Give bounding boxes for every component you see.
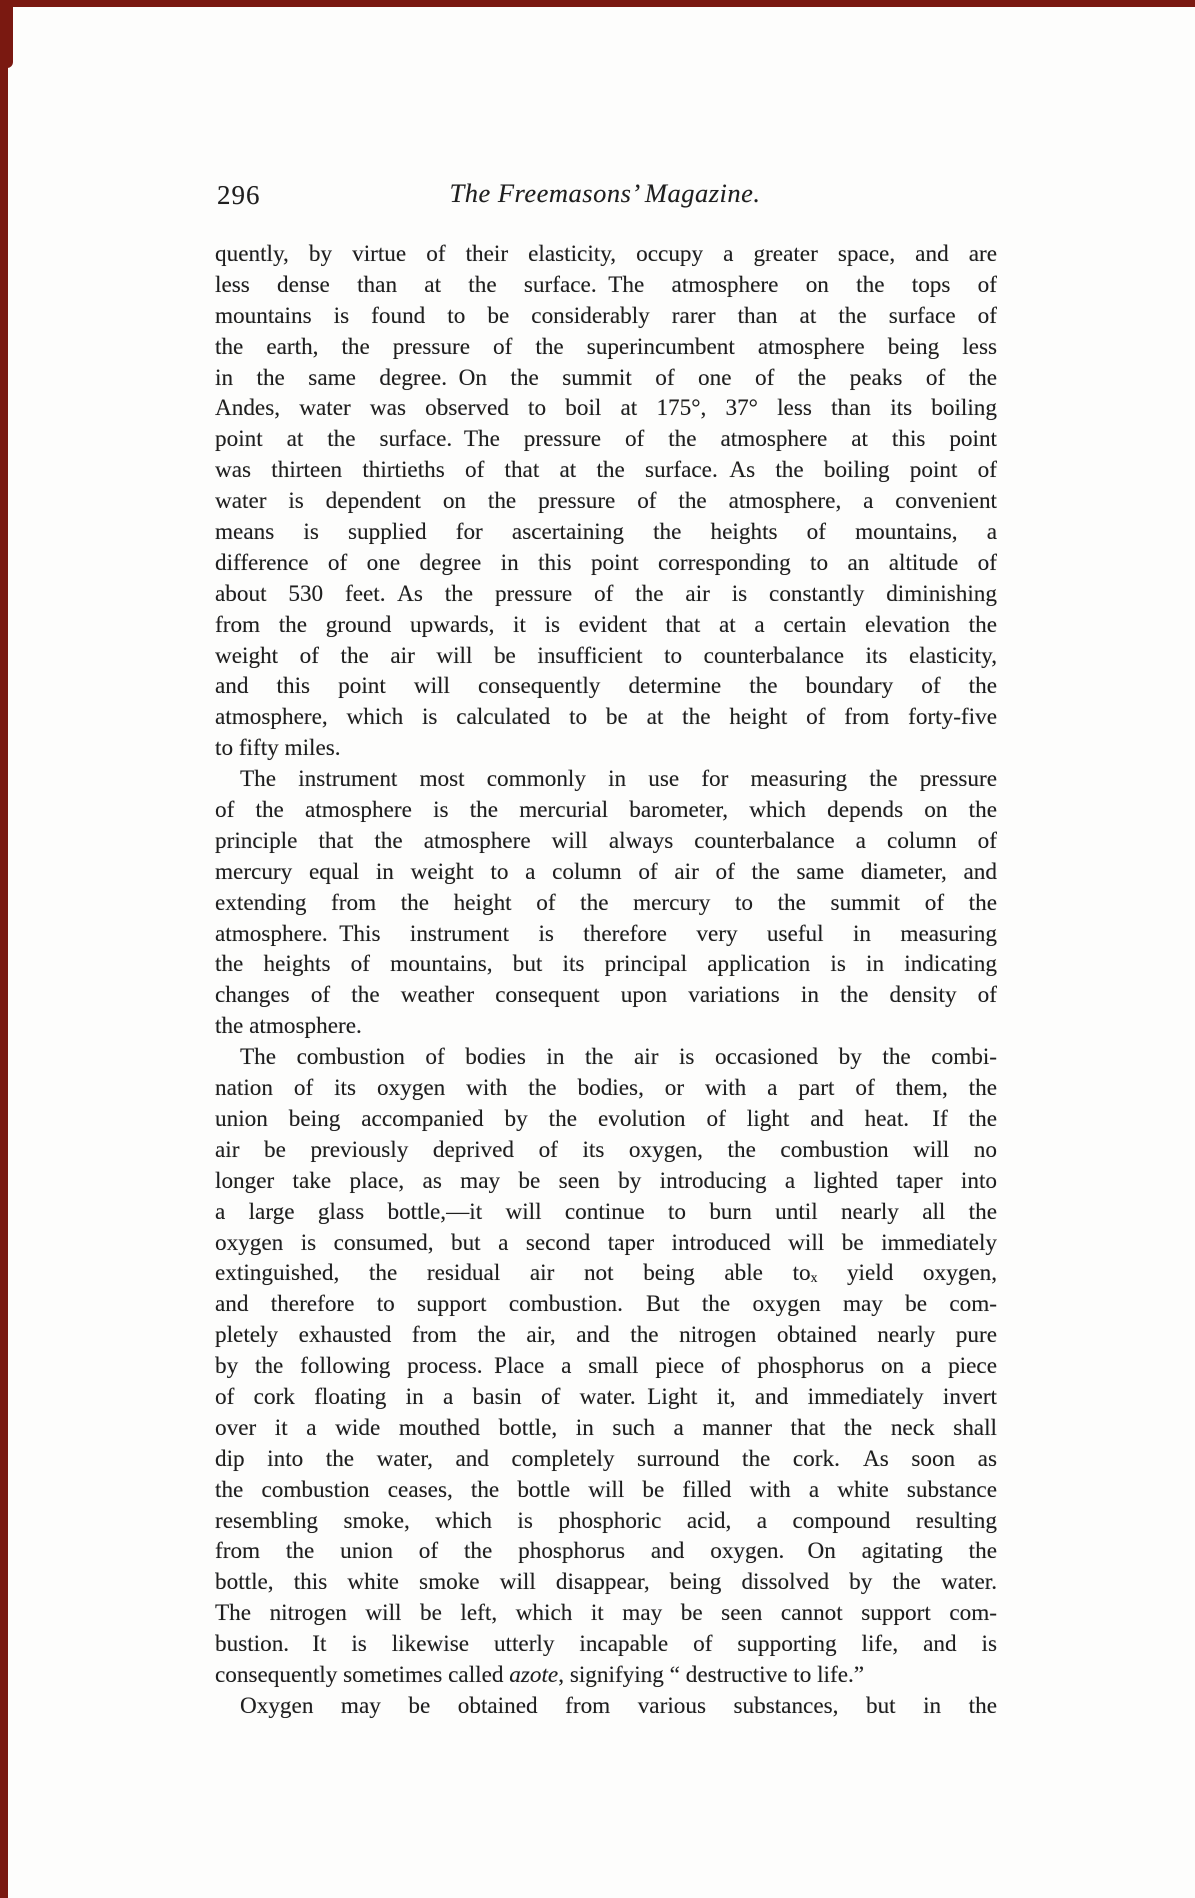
- scan-edge-corner: [0, 0, 13, 68]
- page-body: [215, 239, 997, 1722]
- text-line: changes of the weather consequent upon variations in the density of: [215, 982, 997, 1009]
- scan-edge-top: [0, 0, 1195, 7]
- text-line: The instrument most commonly in use for measuring the pressure: [240, 766, 997, 793]
- text-line: pletely exhausted from the air, and the nitrogen obtained nearly pure: [215, 1322, 997, 1349]
- text-line: union being accompanied by the evolution of light and heat. If the: [215, 1105, 997, 1132]
- paragraph: [215, 764, 997, 1042]
- text-line: means is supplied for ascertaining the heights of mountains, a: [215, 519, 997, 546]
- text-line: the earth, the pressure of the superincumbent atmosphere being less: [215, 333, 997, 360]
- text-line: bottle, this white smoke will disappear, being dissolved by the water.: [215, 1569, 997, 1596]
- text-line: atmosphere. This instrument is therefore very useful in measuring: [215, 920, 997, 947]
- text-line: principle that the atmosphere will always counterbalance a column of: [215, 827, 997, 854]
- text-line: The combustion of bodies in the air is occasioned by the combi-: [240, 1044, 997, 1071]
- page-header: [215, 178, 995, 218]
- text-line: a large glass bottle,—it will continue to burn until nearly all the: [215, 1198, 997, 1225]
- text-line: was thirteen thirtieths of that at the surface. As the boiling point of: [215, 457, 997, 484]
- text-line: by the following process. Place a small piece of phosphorus on a piece: [215, 1353, 997, 1380]
- paragraph: [215, 1042, 997, 1691]
- text-line: and therefore to support combustion. But the oxygen may be com-: [215, 1291, 997, 1318]
- text-line: to fifty miles.: [215, 735, 341, 762]
- text-line: from the ground upwards, it is evident that at a certain elevation the: [215, 611, 997, 638]
- text-line: dip into the water, and completely surround the cork. As soon as: [215, 1445, 997, 1472]
- text-line: and this point will consequently determine the boundary of the: [215, 673, 997, 700]
- page-title: The Freemasons’ Magazine.: [449, 178, 761, 208]
- text-line: less dense than at the surface. The atmosphere on the tops of: [215, 271, 997, 298]
- paragraph: [215, 239, 997, 764]
- text-line: extinguished, the residual air not being able toₓ yield oxygen,: [215, 1260, 997, 1287]
- text-line: difference of one degree in this point corresponding to an altitude of: [215, 549, 997, 576]
- text-line: mercury equal in weight to a column of air of the same diameter, and: [215, 858, 997, 885]
- text-line: nation of its oxygen with the bodies, or with a part of them, the: [215, 1075, 997, 1102]
- text-line: point at the surface. The pressure of the atmosphere at this point: [215, 426, 997, 453]
- text-line: over it a wide mouthed bottle, in such a manner that the neck shall: [215, 1414, 997, 1441]
- text-line: longer take place, as may be seen by introducing a lighted taper into: [215, 1167, 997, 1194]
- text-line: of the atmosphere is the mercurial barometer, which depends on the: [215, 797, 997, 824]
- text-line: the heights of mountains, but its principal application is in indicating: [215, 951, 997, 978]
- text-line: extending from the height of the mercury to the summit of the: [215, 889, 997, 916]
- text-line: Andes, water was observed to boil at 175°, 37° less than its boiling: [215, 395, 997, 422]
- text-line: weight of the air will be insufficient to counterbalance its elasticity,: [215, 642, 997, 669]
- text-line: The nitrogen will be left, which it may be seen cannot support com-: [215, 1600, 997, 1627]
- text-line: bustion. It is likewise utterly incapable of supporting life, and is: [215, 1631, 997, 1658]
- text-line: resembling smoke, which is phosphoric acid, a compound resulting: [215, 1507, 997, 1534]
- page-number: 296: [217, 180, 261, 210]
- text-line: mountains is found to be considerably rarer than at the surface of: [215, 302, 997, 329]
- text-line: Oxygen may be obtained from various substances, but in the: [240, 1692, 997, 1719]
- text-line: from the union of the phosphorus and oxygen. On agitating the: [215, 1538, 997, 1565]
- text-line: the atmosphere.: [215, 1013, 362, 1040]
- text-line: air be previously deprived of its oxygen, the combustion will no: [215, 1136, 997, 1163]
- scan-edge-left: [0, 0, 8, 1898]
- text-line: consequently sometimes called azote, signifying “ destructive to life.”: [215, 1661, 865, 1688]
- text-line: about 530 feet. As the pressure of the air is constantly diminishing: [215, 580, 997, 607]
- text-line: in the same degree. On the summit of one of the peaks of the: [215, 364, 997, 391]
- text-line: quently, by virtue of their elasticity, occupy a greater space, and are: [215, 241, 997, 267]
- paragraph: [215, 1691, 997, 1722]
- text-line: the combustion ceases, the bottle will be filled with a white substance: [215, 1476, 997, 1503]
- text-line: water is dependent on the pressure of the atmosphere, a convenient: [215, 488, 997, 515]
- text-line: of cork floating in a basin of water. Light it, and immediately invert: [215, 1383, 997, 1410]
- text-line: oxygen is consumed, but a second taper introduced will be immediately: [215, 1229, 997, 1256]
- text-line: atmosphere, which is calculated to be at the height of from forty-five: [215, 704, 997, 731]
